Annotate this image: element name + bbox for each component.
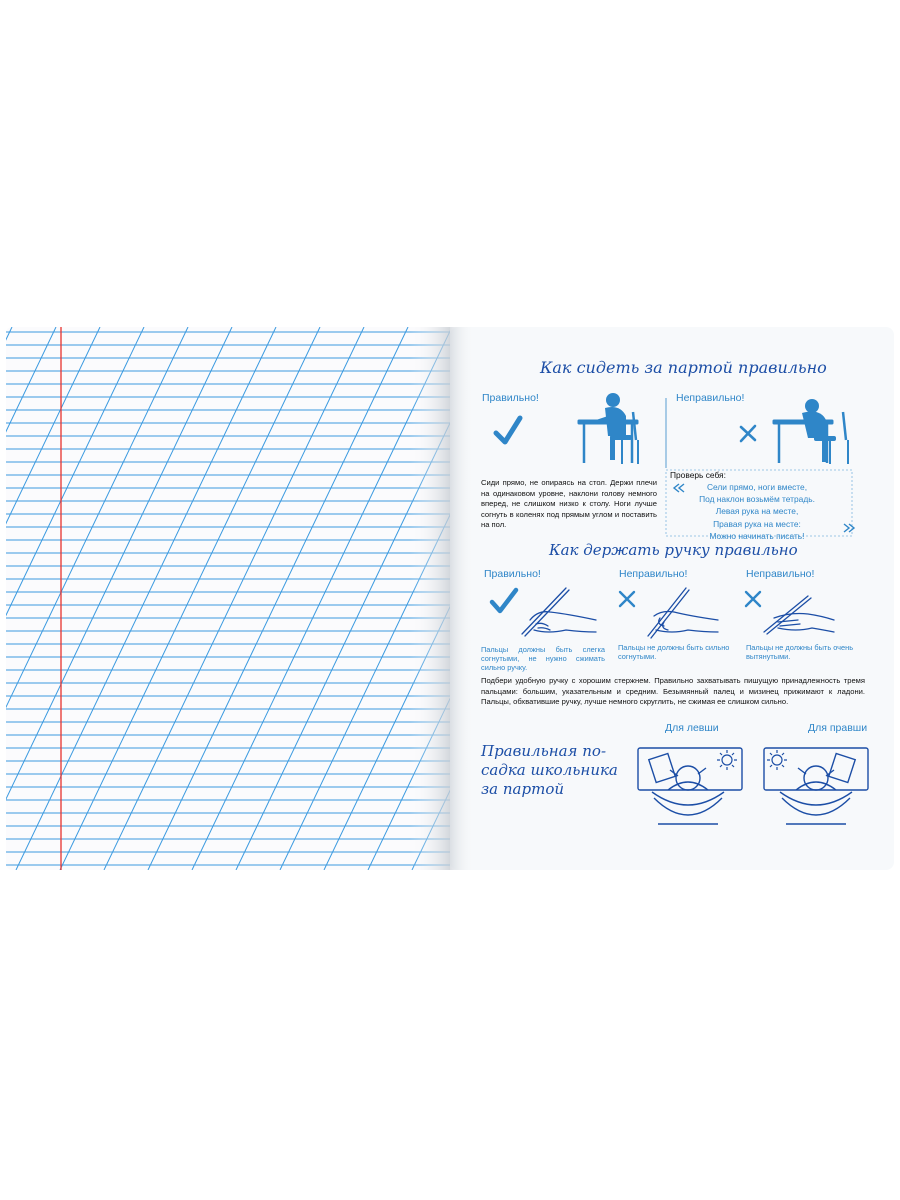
left-handed-label: Для левши <box>665 722 719 734</box>
hand-holding-pen-straight-icon <box>764 596 834 634</box>
pen-card-1-note: Пальцы должны быть слегка согнутыми, не нужно сжимать сильно ручку. <box>481 645 605 672</box>
left-handed-desk-icon <box>638 748 742 824</box>
check-heading: Проверь себя: <box>670 470 726 480</box>
cross-icon <box>741 426 755 441</box>
poem-line: Правая рука на месте: <box>713 518 801 529</box>
poem-line: Сели прямо, ноги вместе, <box>706 482 808 492</box>
pen-card-1-label: Правильно! <box>484 568 541 580</box>
sun-icon <box>767 750 787 770</box>
sitting-title: Как сидеть за партой правильно <box>540 358 827 377</box>
right-handed-label: Для правши <box>808 722 868 734</box>
posture-title-line: Правильная по- <box>481 742 607 760</box>
cross-icon <box>620 592 634 606</box>
poem-line: Под наклон возьмём тетрадь. <box>699 494 815 505</box>
check-icon <box>492 590 516 611</box>
cross-icon <box>746 592 760 606</box>
check-icon <box>496 418 520 442</box>
posture-illustrations <box>630 738 870 838</box>
hand-holding-pen-correct-icon <box>522 588 596 636</box>
sitting-instructions: Сиди прямо, не опираясь на стол. Держи плечи на одинаковом уровне, наклони голову немного вперед, не слишком низко к столу. Ноги лучше согнуть в коленях под прямым углом и поставить на пол. <box>481 478 657 530</box>
pen-card-3-label: Неправильно! <box>746 568 815 580</box>
poem-line: Левая рука на месте, <box>715 506 799 517</box>
sitting-correct-label: Правильно! <box>482 392 539 404</box>
right-handed-desk-icon <box>764 748 868 824</box>
child-sitting-wrong-icon <box>773 399 848 464</box>
pen-card-2-note: Пальцы не должны быть сильно согнутыми. <box>618 643 730 661</box>
poem-line: Можно начинать писать! <box>709 530 805 541</box>
sitting-wrong-label: Неправильно! <box>676 392 745 404</box>
spine-shadow <box>410 327 450 870</box>
pen-card-2-label: Неправильно! <box>619 568 688 580</box>
posture-title <box>481 742 618 799</box>
pen-illustrations <box>478 582 858 644</box>
child-sitting-correct-icon <box>578 393 638 464</box>
posture-title-line: садка школьника <box>481 761 618 779</box>
left-page-paper <box>6 327 450 870</box>
pen-card-3-note: Пальцы не должны быть очень вытянутыми. <box>746 643 854 661</box>
posture-title-line: за партой <box>481 780 565 798</box>
hand-holding-pen-bent-icon <box>648 588 718 638</box>
sun-icon <box>717 750 737 770</box>
double-chevron-right-icon <box>844 524 854 532</box>
check-poem <box>676 481 838 542</box>
pen-title: Как держать ручку правильно <box>549 541 798 559</box>
pen-instructions: Подбери удобную ручку с хорошим стержнем. Правильно захватывать пишущую принадлежность тремя пальцами: большим, указательным и средним. Безымянный палец и мизинец прижимают к ладони. Пальцы, обхватившие ручку, лучше немного скруглить, не сжимая ее слишком сильно. <box>481 676 865 707</box>
